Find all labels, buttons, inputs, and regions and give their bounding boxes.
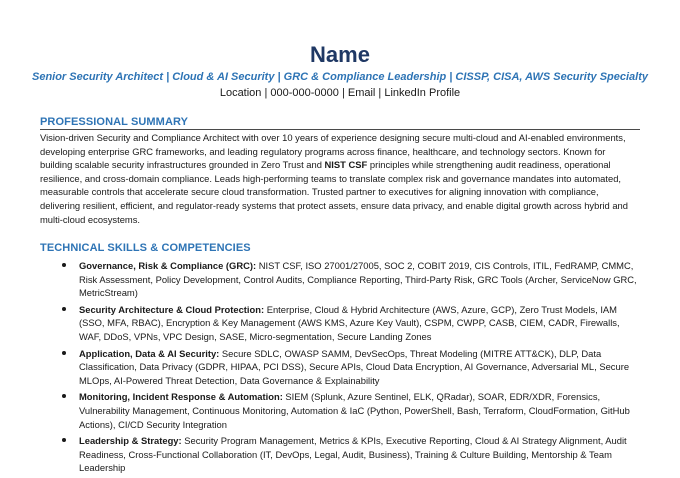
skill-details: Security Program Management, Metrics & KPIs, Executive Reporting, Cloud & AI Strategy Alignment, Audit Readiness, Cross-Functional Collaboration (IT, DevOps, Legal, Audit, Business), Training & Culture Building, Mentorship & Team Leadership bbox=[79, 435, 627, 474]
skill-item-architecture bbox=[62, 303, 642, 344]
skills-heading: TECHNICAL SKILLS & COMPETENCIES bbox=[40, 242, 251, 254]
skills-list bbox=[62, 259, 642, 478]
skill-label: Monitoring, Incident Response & Automation: bbox=[79, 391, 283, 403]
skill-label: Application, Data & AI Security: bbox=[79, 347, 220, 359]
bullet-icon bbox=[62, 307, 66, 311]
skill-item-leadership bbox=[62, 434, 642, 475]
skill-item-grc bbox=[62, 259, 642, 300]
bullet-icon bbox=[62, 351, 66, 355]
summary-emphasis: NIST CSF bbox=[324, 159, 368, 171]
summary-divider bbox=[40, 129, 640, 130]
professional-title-line: Senior Security Architect | Cloud & AI Security | GRC & Compliance Leadership | CISSP, CISA, AWS Security Specialty bbox=[31, 71, 649, 83]
bullet-icon bbox=[62, 263, 66, 267]
skill-label: Leadership & Strategy: bbox=[79, 435, 182, 447]
summary-heading: PROFESSIONAL SUMMARY bbox=[40, 116, 189, 128]
skill-details: NIST CSF, ISO 27001/27005, SOC 2, COBIT 2019, CIS Controls, ITIL, FedRAMP, CMMC, Risk Assessment, Policy Development, Control Audits, Compliance Reporting, Third-Party Risk, GRC Tools (Archer, ServiceNow GRC, MetricStream) bbox=[79, 260, 637, 299]
skill-details: Secure SDLC, OWASP SAMM, DevSecOps, Threat Modeling (MITRE ATT&CK), DLP, Data Classification, Data Privacy (GDPR, HIPAA, PCI DSS), Secure APIs, Cloud Data Encryption, AI Governance, Adversarial ML, Secure MLOps, AI-Powered Threat Detection, Data Governance & Explainability bbox=[79, 347, 630, 386]
skill-item-application-security bbox=[62, 347, 642, 388]
candidate-name: Name bbox=[310, 42, 370, 67]
summary-body bbox=[40, 131, 640, 226]
skill-label: Security Architecture & Cloud Protection: bbox=[79, 303, 265, 315]
summary-paragraph bbox=[40, 131, 640, 226]
skill-details: SIEM (Splunk, Azure Sentinel, ELK, QRadar), SOAR, EDR/XDR, Forensics, Vulnerability Management, Continuous Monitoring, Automation & IaC (Python, PowerShell, Bash, Terraform, CloudFormation, GitHub Actions), CI/CD Security Integration bbox=[79, 391, 630, 430]
summary-text-start: Vision-driven Security and Compliance Architect with over 10 years of experience designing secure multi-cloud and AI-enabled environments, developing enterprise GRC frameworks, and leading regulatory programs across finance, healthcare, and technology sectors. Known for building scalable security infrastructures grounded in Zero Trust and bbox=[40, 132, 626, 171]
skill-details: Enterprise, Cloud & Hybrid Architecture (AWS, Azure, GCP), Zero Trust Models, IAM (SSO, MFA, RBAC), Encryption & Key Management (AWS KMS, Azure Key Vault), CSPM, CWPP, CASB, CIEM, CADR, Firewalls, WAF, DDoS, VPNs, VPC Design, SASE, Micro-segmentation, Secure Landing Zones bbox=[79, 303, 620, 342]
bullet-icon bbox=[62, 394, 66, 398]
contact-line: Location | 000-000-0000 | Email | LinkedIn Profile bbox=[219, 87, 461, 99]
skill-item-monitoring bbox=[62, 390, 642, 431]
bullet-icon bbox=[62, 438, 66, 442]
skill-label: Governance, Risk & Compliance (GRC): bbox=[79, 260, 257, 271]
summary-text-end: principles while strengthening audit readiness, operational resilience, and cross-domain compliance. Leads high-performing teams to translate complex risk and governance mandates into automated, measurable controls that accelerate secure cloud transformation. Trusted partner to executives for aligning innovation with compliance, delivering resilient, efficient, and regulator-ready systems that protect assets, ensure data privacy, and enable digital growth across hybrid and multi-cloud ecosystems. bbox=[40, 159, 628, 225]
